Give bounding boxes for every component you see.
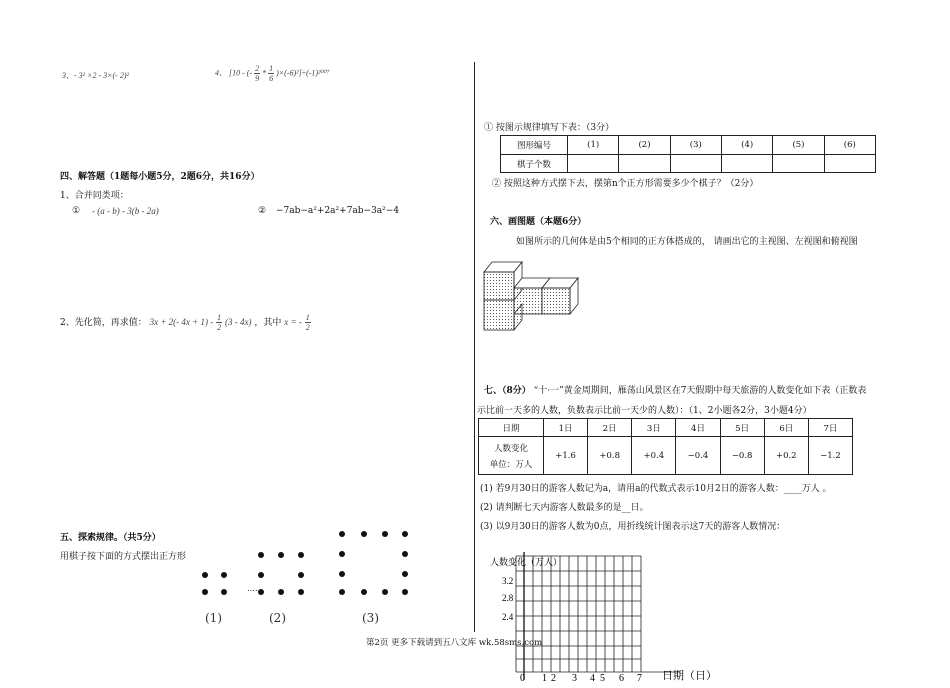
ellipsis: …… [247,584,263,593]
table-cell: (6) [824,136,875,155]
chart-grid [516,556,680,672]
q1a-expression: - (a - b) - 3(b - 2a) [92,206,159,216]
x-tick-label: 2 [551,673,556,684]
section-7-q1: (1) 若9月30日的游客人数记为a，请用a的代数式表示10月2日的游客人数：____万人 。 [480,484,832,494]
problem-3: 3、- 3² ×2 - 3×(- 2)² [62,71,129,80]
y-tick-label: 3.2 [502,576,514,586]
section-4-title: 四、解答题（1题每小题5分，2题6分，共16分） [60,172,260,182]
x-tick-label: 3 [572,673,577,684]
table-cell: 1日 [544,419,588,437]
x-tick-label: 6 [619,673,624,684]
table-cell: −0.8 [720,437,764,475]
pattern-label-1: (1) [205,611,222,625]
cube-solid-figure [480,258,590,338]
x-tick-label: 1 [542,673,547,684]
pattern-label-3: (3) [362,611,379,625]
problem-4: 4、 [10 - (- $\frac{2}{9}$ * $\frac{1}{6}$ )×(-6)²]÷(-1)²⁰⁰⁷ [215,64,330,83]
right-q1: ① 按图示规律填写下表：（3分） [484,123,615,133]
section-7-q3: (3) 以9月30日的游客人数为0点，用折线统计图表示这7天的游客人数情况： [480,522,786,532]
x-tick-label: 5 [600,673,605,684]
table-cell: (1) [568,136,619,155]
section-6-text: 如图所示的几何体是由5个相同的正方体搭成的， 请画出它的主视图、左视图和俯视图 [516,237,858,247]
table-cell: 人数变化 单位：万人 [479,437,544,475]
y-axis-label: 人数变化（万人） [490,558,563,568]
table-cell: 4日 [676,419,720,437]
table-cell: +0.8 [588,437,632,475]
table-cell: 5日 [720,419,764,437]
y-tick-label: 2.4 [502,612,514,622]
x-tick-label: 4 [590,673,595,684]
x-axis-label: 日期（日） [662,669,717,682]
table-cell: +0.2 [764,437,808,475]
table-cell: 日期 [479,419,544,437]
table-cell: −1.2 [808,437,852,475]
pattern-label-2: (2) [269,611,286,625]
table-cell: 7日 [808,419,852,437]
table-cell: +1.6 [544,437,588,475]
table-cell: 3日 [632,419,676,437]
q1b-marker: ② [258,206,267,216]
section-7-q2: (2) 请判断七天内游客人数最多的是__日。 [480,503,649,513]
q1a-marker: ① [72,206,81,216]
section-7-intro: 七、（8分） “十·一”黄金周期间，雁荡山风景区在7天假期中每天旅游的人数变化如下表（正数表 [484,386,867,396]
x-tick-label: 0 [520,673,525,684]
table-cell: 6日 [764,419,808,437]
blank-line-chart [480,548,720,686]
section-4-q2: 2、先化简，再求值： 3x + 2(- 4x + 1) - $\frac{1}{2}$ (3 - 4x) ，其中 x = - $\frac{1}{2}$ [60,313,310,332]
visitor-change-table [478,418,853,475]
pattern-table [500,135,876,173]
q1b-expression: −7ab−a²+2a²+7ab−3a²−4 [276,206,400,216]
table-cell: 2日 [588,419,632,437]
page-footer: 第2页 更多下载请到五八文库 wk.58sms.com [366,638,543,648]
column-divider [474,62,475,632]
section-6-title: 六、画图题（本题6分） [490,217,587,227]
table-cell: (3) [670,136,721,155]
table-cell: (2) [619,136,670,155]
right-q2: ② 按照这种方式摆下去，摆第n个正方形需要多少个棋子？（2分） [492,179,759,189]
table-cell: −0.4 [676,437,720,475]
section-4-q1: 1、合并同类项： [60,191,129,201]
section-5-title: 五、探索规律。（共5分） [60,533,161,543]
table-cell: (4) [721,136,772,155]
section-7-text2: 示比前一天多的人数，负数表示比前一天少的人数）：（1、2小题各2分，3小题4分） [477,406,812,416]
y-tick-label: 2.8 [502,593,514,603]
table-cell: (5) [773,136,824,155]
section-5-text: 用棋子按下面的方式摆出正方形 [60,552,187,562]
table-cell: 棋子个数 [501,155,568,173]
table-cell: +0.4 [632,437,676,475]
table-cell: 图形编号 [501,136,568,155]
x-tick-label: 7 [637,673,642,684]
